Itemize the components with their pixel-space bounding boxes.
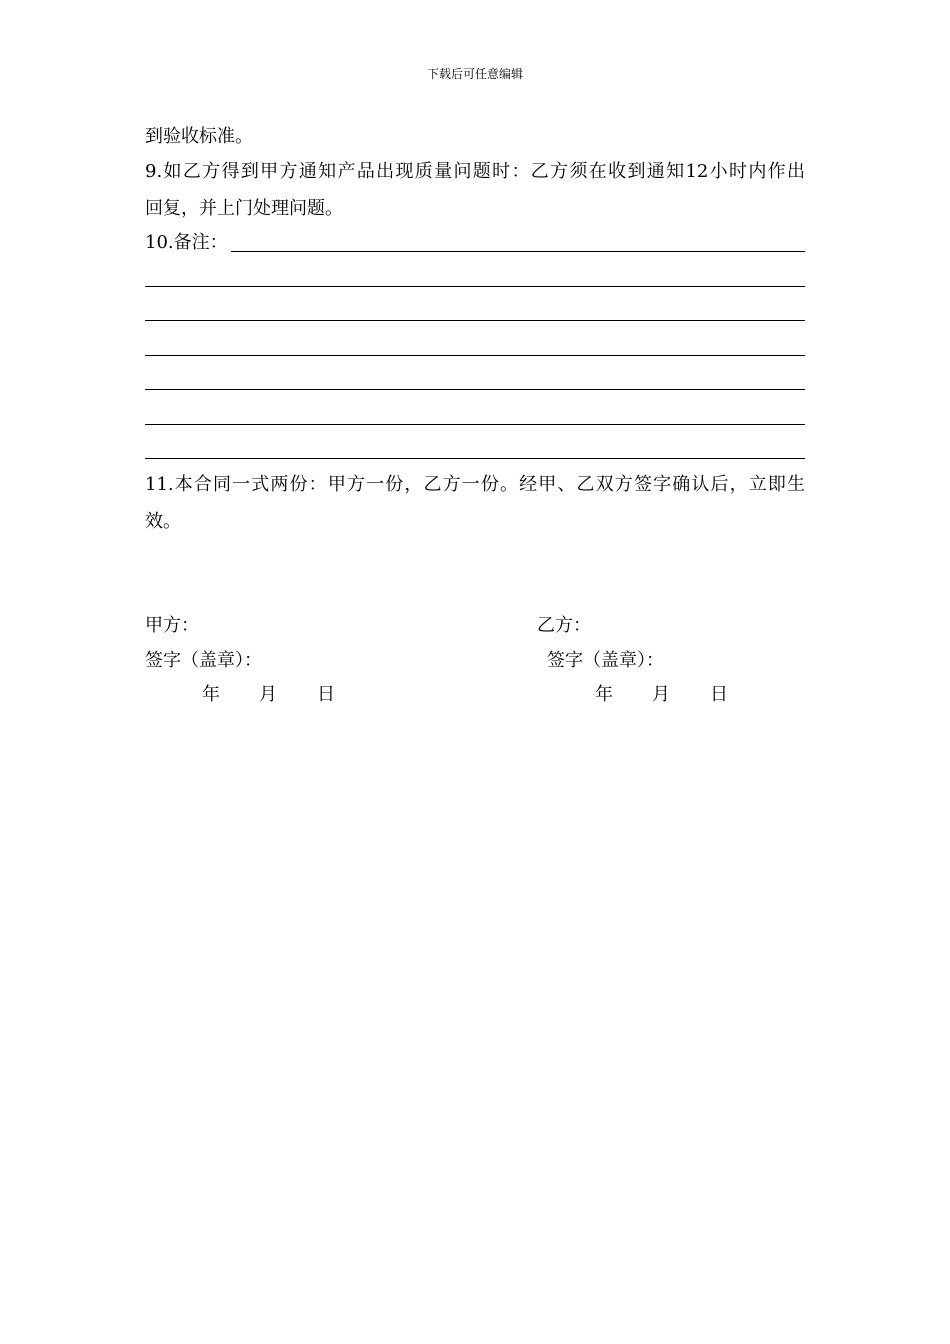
remarks-blank-line-7 — [145, 458, 805, 459]
remarks-blank-line-2 — [145, 286, 805, 287]
party-a-year: 年 — [202, 684, 220, 705]
remarks-blank-line-3 — [145, 320, 805, 321]
party-a-day: 日 — [317, 684, 335, 705]
party-b-year: 年 — [595, 684, 613, 705]
remarks-blank-line-4 — [145, 355, 805, 356]
clause-9-line-2: 回复，并上门处理问题。 — [145, 198, 343, 219]
remarks-blank-line-6 — [145, 424, 805, 425]
party-a-label: 甲方： — [145, 615, 199, 636]
party-b-label: 乙方： — [537, 615, 591, 636]
party-b-day: 日 — [710, 684, 728, 705]
clause-11-line-2: 效。 — [145, 511, 181, 532]
remarks-blank-line-1 — [231, 251, 805, 252]
paragraph-acceptance-end: 到验收标准。 — [145, 126, 253, 147]
remarks-blank-line-5 — [145, 389, 805, 390]
page-header: 下载后可任意编辑 — [426, 67, 523, 81]
clause-10-label: 10.备注： — [145, 232, 228, 253]
clause-9-line-1: 9.如乙方得到甲方通知产品出现质量问题时：乙方须在收到通知12小时内作出 — [145, 161, 805, 182]
party-b-month: 月 — [652, 684, 670, 705]
clause-11-line-1: 11.本合同一式两份：甲方一份，乙方一份。经甲、乙双方签字确认后，立即生 — [145, 474, 805, 495]
party-a-sign-label: 签字（盖章）： — [145, 650, 262, 671]
party-a-month: 月 — [259, 684, 277, 705]
party-b-sign-label: 签字（盖章）： — [547, 650, 664, 671]
